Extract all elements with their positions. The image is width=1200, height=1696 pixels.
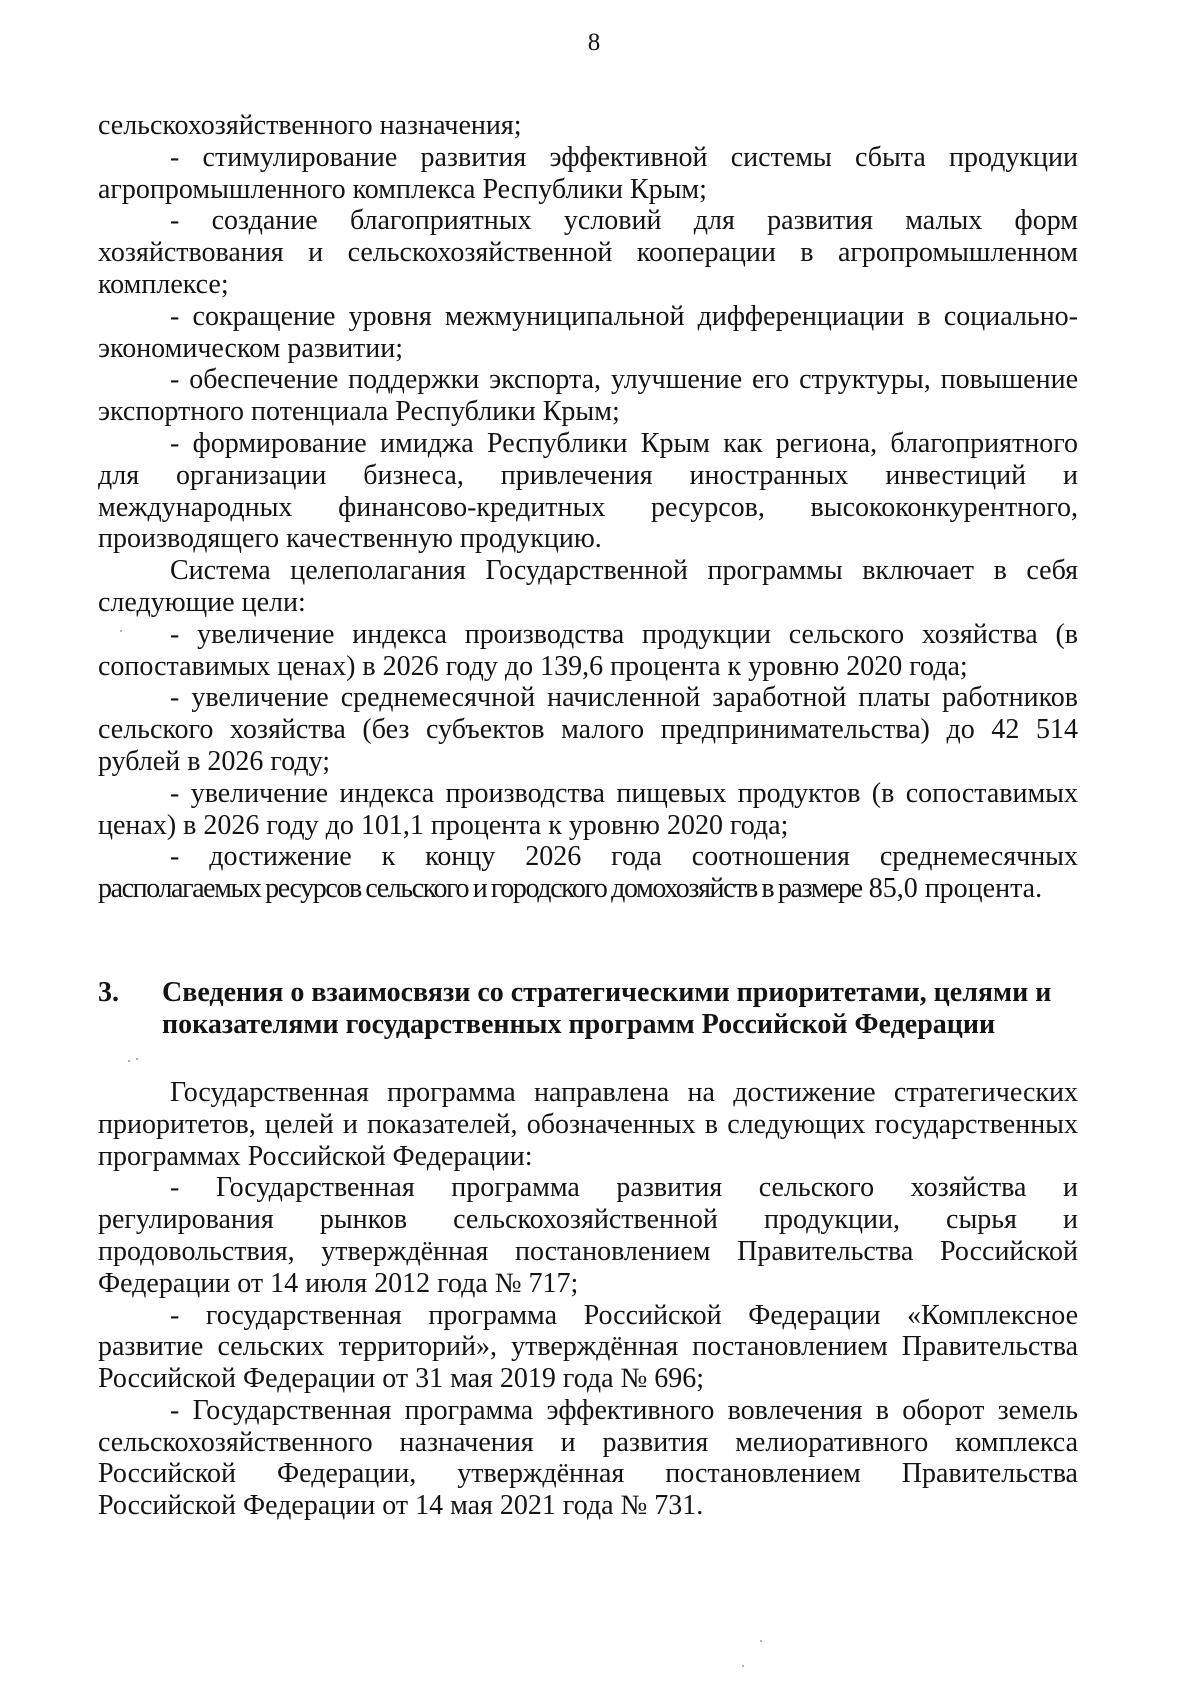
target-item-household-ratio-compressed: располагаемых ресурсов сельского и городского домохозяйств в размере	[98, 873, 862, 905]
scan-speck	[128, 1060, 130, 1062]
goal-item-differentiation: - сокращение уровня межмуниципальной дифференциации в социально-экономическом развитии;	[98, 300, 1078, 364]
scan-speck	[120, 630, 122, 632]
section-title: Сведения о взаимосвязи со стратегическими приоритетами, целями и показателями государственных программ Российской Федерации	[162, 976, 1052, 1040]
goal-item-export: - обеспечение поддержки экспорта, улучшение его структуры, повышение экспортного потенциала Республики Крым;	[98, 364, 1078, 428]
target-item-household-ratio-start: - достижение к концу 2026 года соотношения среднемесячных	[170, 841, 1078, 873]
page-body	[98, 110, 1078, 1522]
target-item-food-index: - увеличение индекса производства пищевых продуктов (в сопоставимых ценах) в 2026 году до 101,1 процента к уровню 2020 года;	[98, 777, 1078, 841]
goal-item-small-business: - создание благоприятных условий для развития малых форм хозяйствования и сельскохозяйственной кооперации в агропромышленном комплексе;	[98, 205, 1078, 300]
section-spacer-2	[98, 1041, 1078, 1077]
section-spacer	[98, 905, 1078, 941]
targets-intro: Система целеполагания Государственной программы включает в себя следующие цели:	[98, 555, 1078, 618]
program-item-agriculture: - Государственная программа развития сельского хозяйства и регулирования рынков сельскохозяйственной продукции, сырья и продовольствия, утверждённая постановлением Правительства Российской Федерации от 14 июля 2012 года № 717;	[98, 1172, 1078, 1299]
goal-item-sales-system: - стимулирование развития эффективной системы сбыта продукции агропромышленного комплекса Республики Крым;	[98, 141, 1078, 205]
target-item-wages: - увеличение среднемесячной начисленной заработной платы работников сельского хозяйства (без субъектов малого предпринимательства) до 42 514 рублей в 2026 году;	[98, 682, 1078, 777]
target-item-household-ratio	[98, 841, 1078, 905]
continued-line: сельскохозяйственного назначения;	[98, 110, 522, 141]
scan-speck	[742, 1665, 744, 1667]
section-heading	[98, 977, 1078, 1041]
section-intro: Государственная программа направлена на достижение стратегических приоритетов, целей и показателей, обозначенных в следующих государственных программах Российской Федерации:	[98, 1076, 1078, 1172]
target-item-agri-index: - увеличение индекса производства продукции сельского хозяйства (в сопоставимых ценах) в 2026 году до 139,6 процента к уровню 2020 года;	[98, 618, 1078, 682]
goal-item-image: - формирование имиджа Республики Крым как региона, благоприятного для организации бизнеса, привлечения иностранных инвестиций и международных финансово-кредитных ресурсов, высококонкурентного, производящего качественную продукцию.	[98, 427, 1078, 555]
program-item-land-reclamation: - Государственная программа эффективного вовлечения в оборот земель сельскохозяйственного назначения и развития мелиоративного комплекса Российской Федерации, утверждённая постановлением Правительства Российской Федерации от 14 мая 2021 года № 731.	[98, 1394, 1078, 1522]
scan-speck	[136, 1058, 138, 1060]
target-item-household-ratio-end: 85,0 процента.	[861, 873, 1043, 905]
section-number: 3.	[98, 976, 119, 1008]
page-number: 8	[587, 29, 601, 56]
program-item-rural-territories: - государственная программа Российской Федерации «Комплексное развитие сельских территорий», утверждённая постановлением Правительства Российской Федерации от 31 мая 2019 года № 696;	[98, 1299, 1078, 1395]
scan-speck	[760, 1640, 762, 1642]
